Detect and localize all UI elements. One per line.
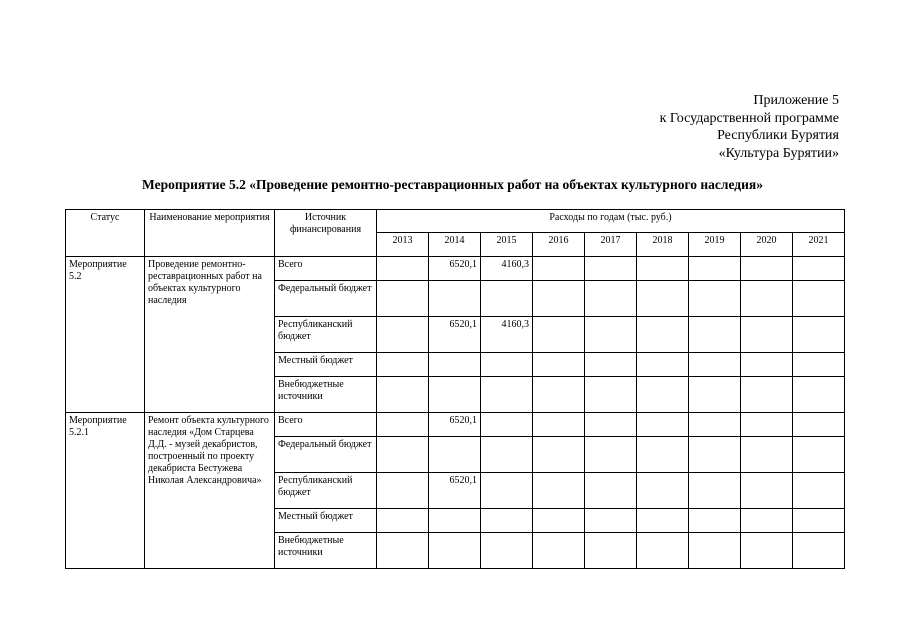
value-cell bbox=[793, 509, 845, 533]
value-cell bbox=[741, 413, 793, 437]
source-cell: Внебюджетные источники bbox=[275, 377, 377, 413]
value-cell bbox=[533, 377, 585, 413]
header-year: 2014 bbox=[429, 233, 481, 257]
value-cell bbox=[741, 437, 793, 473]
value-cell: 4160,3 bbox=[481, 257, 533, 281]
appendix-line: к Государственной программе bbox=[659, 110, 839, 126]
value-cell bbox=[793, 377, 845, 413]
value-cell bbox=[377, 413, 429, 437]
value-cell bbox=[429, 533, 481, 569]
value-cell bbox=[533, 281, 585, 317]
value-cell bbox=[741, 377, 793, 413]
value-cell bbox=[741, 317, 793, 353]
status-cell: Мероприятие 5.2 bbox=[66, 257, 145, 413]
value-cell bbox=[689, 413, 741, 437]
value-cell bbox=[585, 353, 637, 377]
value-cell bbox=[585, 437, 637, 473]
header-year: 2020 bbox=[741, 233, 793, 257]
value-cell bbox=[377, 533, 429, 569]
value-cell bbox=[689, 437, 741, 473]
value-cell bbox=[533, 317, 585, 353]
value-cell: 6520,1 bbox=[429, 317, 481, 353]
value-cell bbox=[637, 353, 689, 377]
source-cell: Федеральный бюджет bbox=[275, 437, 377, 473]
value-cell bbox=[377, 473, 429, 509]
value-cell bbox=[637, 281, 689, 317]
header-year: 2019 bbox=[689, 233, 741, 257]
value-cell bbox=[793, 317, 845, 353]
value-cell bbox=[481, 509, 533, 533]
value-cell bbox=[637, 437, 689, 473]
value-cell bbox=[793, 281, 845, 317]
name-cell: Проведение ремонтно-реставрационных работ на объектах культурного наследия bbox=[145, 257, 275, 413]
header-year: 2015 bbox=[481, 233, 533, 257]
source-cell: Местный бюджет bbox=[275, 353, 377, 377]
value-cell bbox=[377, 509, 429, 533]
value-cell: 6520,1 bbox=[429, 473, 481, 509]
value-cell bbox=[637, 377, 689, 413]
value-cell bbox=[481, 377, 533, 413]
value-cell bbox=[377, 257, 429, 281]
source-cell: Федеральный бюджет bbox=[275, 281, 377, 317]
header-year: 2013 bbox=[377, 233, 429, 257]
expenses-table bbox=[65, 209, 845, 569]
appendix-line: «Культура Бурятии» bbox=[718, 145, 839, 161]
table-body bbox=[66, 257, 845, 569]
value-cell bbox=[533, 413, 585, 437]
value-cell bbox=[637, 413, 689, 437]
value-cell bbox=[793, 533, 845, 569]
header-year: 2018 bbox=[637, 233, 689, 257]
value-cell bbox=[793, 413, 845, 437]
value-cell bbox=[533, 257, 585, 281]
appendix-line: Республики Бурятия bbox=[717, 128, 839, 143]
value-cell bbox=[585, 257, 637, 281]
value-cell bbox=[481, 437, 533, 473]
value-cell bbox=[689, 257, 741, 281]
value-cell bbox=[377, 377, 429, 413]
value-cell bbox=[793, 353, 845, 377]
value-cell bbox=[481, 533, 533, 569]
value-cell bbox=[429, 377, 481, 413]
value-cell bbox=[585, 509, 637, 533]
header-status: Статус bbox=[66, 210, 145, 257]
value-cell bbox=[533, 437, 585, 473]
value-cell bbox=[689, 533, 741, 569]
value-cell bbox=[377, 281, 429, 317]
value-cell bbox=[481, 473, 533, 509]
value-cell bbox=[533, 509, 585, 533]
value-cell bbox=[585, 281, 637, 317]
value-cell bbox=[429, 353, 481, 377]
value-cell bbox=[793, 437, 845, 473]
header-year: 2016 bbox=[533, 233, 585, 257]
value-cell bbox=[429, 437, 481, 473]
source-cell: Республиканский бюджет bbox=[275, 473, 377, 509]
table-row bbox=[66, 257, 845, 281]
value-cell bbox=[585, 473, 637, 509]
value-cell bbox=[585, 413, 637, 437]
value-cell bbox=[533, 533, 585, 569]
value-cell bbox=[689, 473, 741, 509]
header-name: Наименование мероприятия bbox=[145, 210, 275, 257]
value-cell bbox=[741, 509, 793, 533]
value-cell bbox=[481, 281, 533, 317]
value-cell bbox=[377, 353, 429, 377]
value-cell bbox=[533, 473, 585, 509]
value-cell bbox=[793, 257, 845, 281]
value-cell bbox=[481, 413, 533, 437]
header-year: 2021 bbox=[793, 233, 845, 257]
value-cell bbox=[793, 473, 845, 509]
source-cell: Республиканский бюджет bbox=[275, 317, 377, 353]
status-cell: Мероприятие 5.2.1 bbox=[66, 413, 145, 569]
value-cell bbox=[481, 353, 533, 377]
value-cell: 6520,1 bbox=[429, 413, 481, 437]
value-cell bbox=[377, 437, 429, 473]
value-cell bbox=[741, 533, 793, 569]
value-cell bbox=[741, 473, 793, 509]
source-cell: Внебюджетные источники bbox=[275, 533, 377, 569]
value-cell bbox=[741, 353, 793, 377]
source-cell: Всего bbox=[275, 413, 377, 437]
value-cell bbox=[689, 377, 741, 413]
value-cell: 4160,3 bbox=[481, 317, 533, 353]
appendix-line: Приложение 5 bbox=[753, 93, 839, 108]
value-cell bbox=[689, 509, 741, 533]
value-cell bbox=[741, 257, 793, 281]
value-cell bbox=[637, 509, 689, 533]
value-cell bbox=[585, 317, 637, 353]
source-cell: Всего bbox=[275, 257, 377, 281]
value-cell bbox=[689, 353, 741, 377]
header-source: Источник финансирования bbox=[275, 210, 377, 257]
value-cell bbox=[637, 317, 689, 353]
value-cell: 6520,1 bbox=[429, 257, 481, 281]
value-cell bbox=[637, 473, 689, 509]
value-cell bbox=[689, 281, 741, 317]
value-cell bbox=[429, 281, 481, 317]
header-expenses: Расходы по годам (тыс. руб.) bbox=[377, 210, 845, 233]
value-cell bbox=[689, 317, 741, 353]
source-cell: Местный бюджет bbox=[275, 509, 377, 533]
name-cell: Ремонт объекта культурного наследия «Дом Старцева Д.Д. - музей декабристов, построенный по проекту декабриста Бестужева Николая Александровича» bbox=[145, 413, 275, 569]
value-cell bbox=[585, 533, 637, 569]
value-cell bbox=[637, 533, 689, 569]
value-cell bbox=[429, 509, 481, 533]
value-cell bbox=[533, 353, 585, 377]
value-cell bbox=[637, 257, 689, 281]
value-cell bbox=[585, 377, 637, 413]
table-row bbox=[66, 413, 845, 437]
appendix-header bbox=[660, 92, 839, 162]
value-cell bbox=[377, 317, 429, 353]
value-cell bbox=[741, 281, 793, 317]
document-title: Мероприятие 5.2 «Проведение ремонтно-реставрационных работ на объектах культурного наследия» bbox=[142, 177, 763, 192]
header-year: 2017 bbox=[585, 233, 637, 257]
